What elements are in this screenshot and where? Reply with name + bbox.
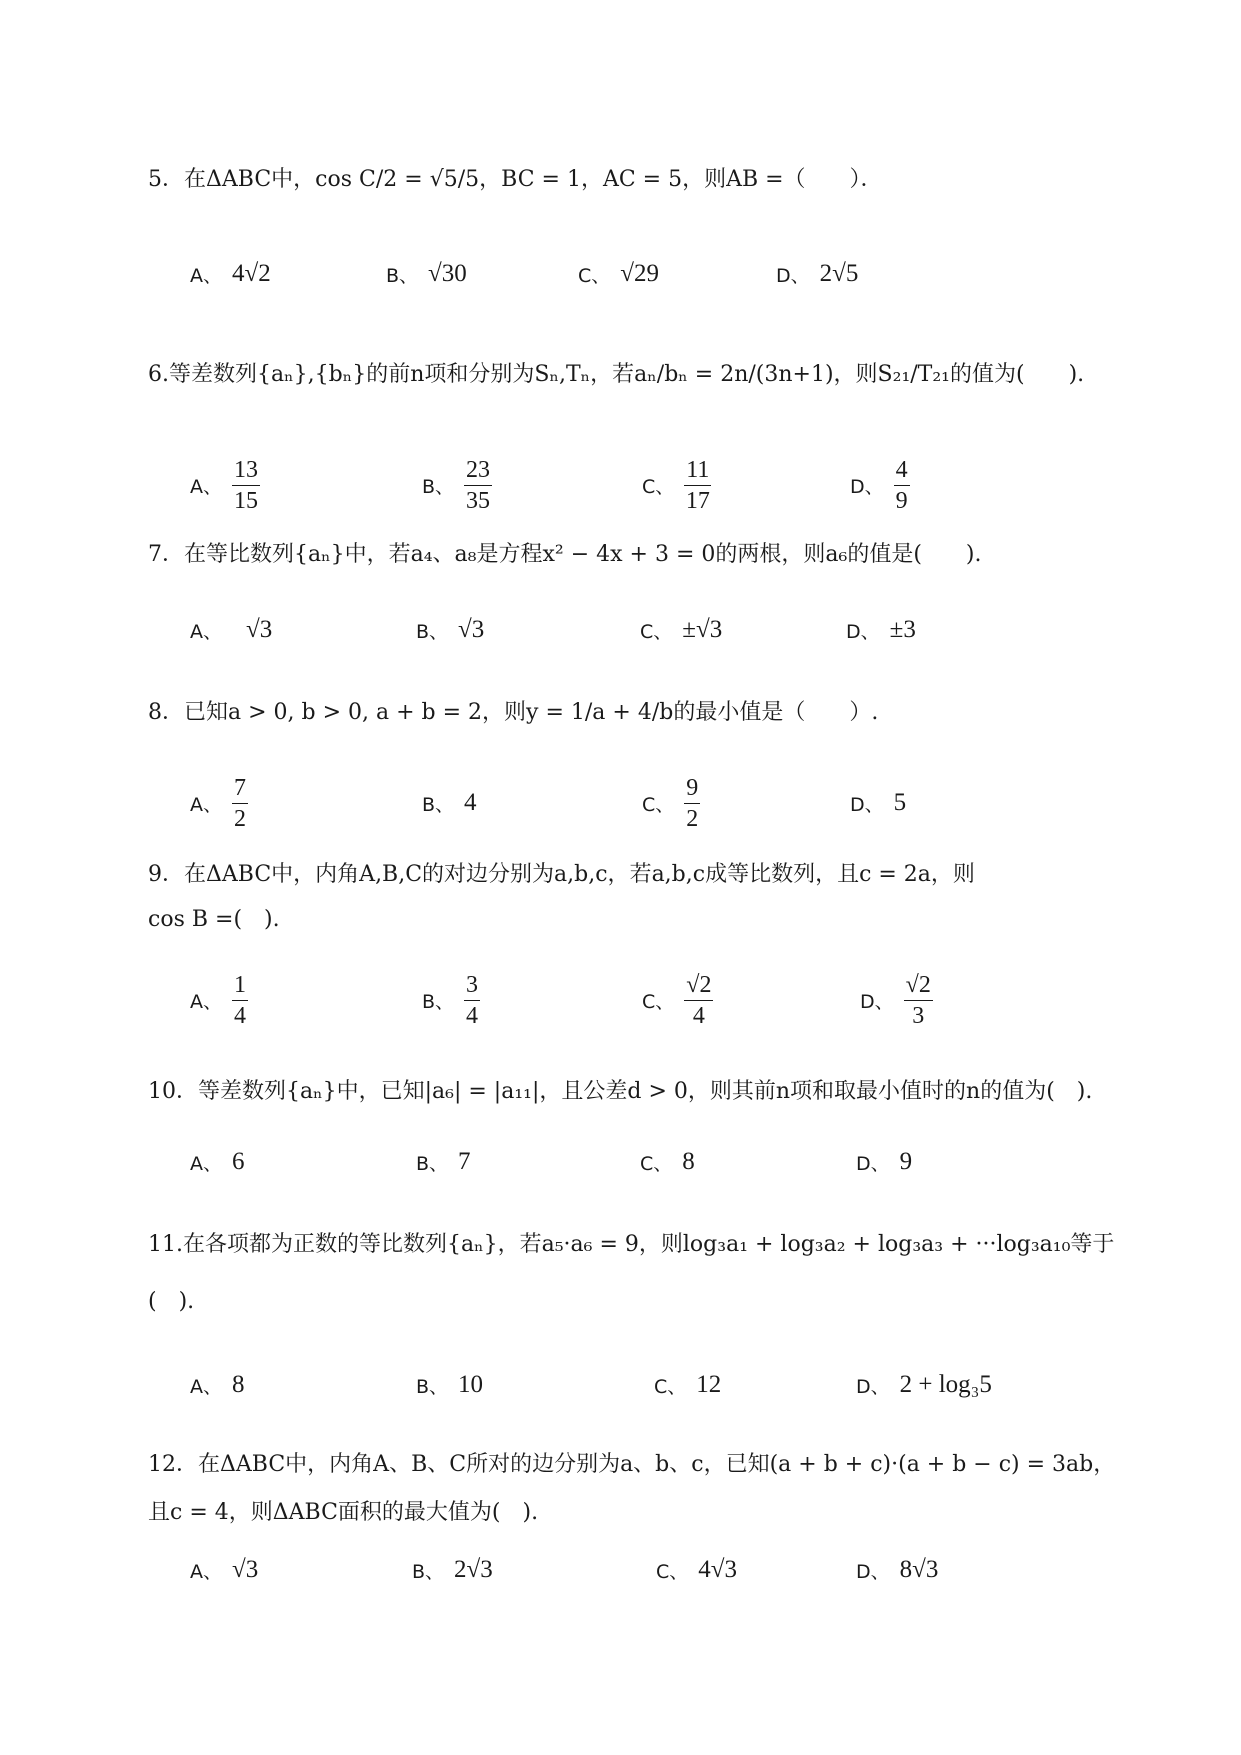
option-7-b[interactable]: B、 √3 bbox=[416, 616, 485, 643]
option-8-d[interactable]: D、 5 bbox=[850, 789, 907, 816]
question-12-options bbox=[190, 1540, 1181, 1600]
question-12-text: 12．在ΔABC中，内角A、B、C所对的边分别为a、b、c，已知(a + b + c)·(a + b − c) = 3ab， bbox=[148, 1452, 1116, 1477]
option-7-c[interactable]: C、 ±√3 bbox=[640, 616, 723, 643]
option-6-d[interactable]: D、 $\frac{4}{9}$ bbox=[850, 456, 908, 514]
question-12-stem bbox=[148, 1445, 1181, 1485]
fraction: $\frac{11}{17}$ bbox=[685, 456, 710, 514]
option-12-a[interactable]: A、 √3 bbox=[190, 1556, 259, 1583]
fraction: $\frac{4}{9}$ bbox=[895, 456, 908, 514]
option-11-b[interactable]: B、 10 bbox=[416, 1371, 484, 1398]
question-8-options bbox=[190, 768, 1181, 838]
question-8-stem bbox=[148, 688, 1181, 738]
fraction: $\frac{7}{2}$ bbox=[234, 774, 246, 832]
fraction: $\frac{3}{4}$ bbox=[466, 971, 479, 1029]
option-8-c[interactable]: C、 $\frac{9}{2}$ bbox=[642, 774, 699, 832]
question-6-options bbox=[190, 450, 1181, 520]
question-9-stem-cont bbox=[148, 900, 1181, 940]
question-7-text: 7．在等比数列{aₙ}中，若a₄、a₈是方程x² − 4x + 3 = 0的两根，则a₆的值是( ). bbox=[148, 542, 982, 567]
fraction: $\frac{13}{15}$ bbox=[234, 456, 258, 514]
option-12-d[interactable]: D、 8√3 bbox=[856, 1556, 939, 1583]
option-6-c[interactable]: C、 $\frac{11}{17}$ bbox=[642, 456, 710, 514]
question-10-text: 10．等差数列{aₙ}中，已知|a₆| = |a₁₁|，且公差d > 0，则其前n项和取最小值时的n的值为( ). bbox=[148, 1079, 1093, 1104]
question-12-text-cont: 且c = 4，则ΔABC面积的最大值为( ). bbox=[148, 1500, 539, 1525]
option-6-b[interactable]: B、 $\frac{23}{35}$ bbox=[422, 456, 491, 514]
question-11-stem-cont bbox=[148, 1282, 1181, 1322]
question-12-stem-cont bbox=[148, 1493, 1181, 1533]
question-11-text: 11.在各项都为正数的等比数列{aₙ}，若a₅·a₆ = 9，则log₃a₁ + log₃a₂ + log₃a₃ + ···log₃a₁₀等于 bbox=[148, 1232, 1115, 1257]
question-9-text: 9．在ΔABC中，内角A,B,C的对边分别为a,b,c，若a,b,c成等比数列，且c = 2a，则 bbox=[148, 862, 975, 887]
question-5-stem bbox=[148, 150, 1181, 210]
question-9-stem bbox=[148, 855, 1181, 895]
question-8-text: 8．已知a > 0, b > 0, a + b = 2，则y = 1/a + 4/b的最小值是（ ）. bbox=[148, 700, 879, 725]
question-9-options bbox=[190, 965, 1181, 1035]
option-6-a[interactable]: A、 $\frac{13}{15}$ bbox=[190, 456, 258, 514]
option-9-c[interactable]: C、 $\frac{√2}{4}$ bbox=[642, 971, 712, 1029]
option-7-d[interactable]: D、 ±3 bbox=[846, 616, 916, 643]
fraction: $\frac{√2}{4}$ bbox=[686, 971, 712, 1029]
question-11-stem bbox=[148, 1225, 1181, 1265]
question-6-stem bbox=[148, 345, 1181, 405]
fraction: $\frac{9}{2}$ bbox=[686, 774, 699, 832]
option-7-a[interactable]: A、 √3 bbox=[190, 616, 273, 643]
question-9-text-cont: cos B =( ). bbox=[148, 907, 280, 932]
option-11-c[interactable]: C、 12 bbox=[654, 1371, 722, 1398]
option-8-a[interactable]: A、 $\frac{7}{2}$ bbox=[190, 774, 246, 832]
option-10-c[interactable]: C、 8 bbox=[640, 1148, 695, 1175]
fraction: $\frac{1}{4}$ bbox=[234, 971, 246, 1029]
fraction: $\frac{23}{35}$ bbox=[466, 456, 491, 514]
option-11-d[interactable]: D、 2 + log₃5 bbox=[856, 1371, 992, 1398]
question-6-text: 6.等差数列{aₙ},{bₙ}的前n项和分别为Sₙ,Tₙ，若aₙ/bₙ = 2n/(3n+1)，则S₂₁/T₂₁的值为( ). bbox=[148, 362, 1085, 387]
option-8-b[interactable]: B、 4 bbox=[422, 789, 477, 816]
option-10-d[interactable]: D、 9 bbox=[856, 1148, 913, 1175]
option-11-a[interactable]: A、 8 bbox=[190, 1371, 245, 1398]
option-9-a[interactable]: A、 $\frac{1}{4}$ bbox=[190, 971, 246, 1029]
option-12-c[interactable]: C、 4√3 bbox=[656, 1556, 738, 1583]
option-5-d[interactable]: D、 2√5 bbox=[776, 260, 859, 287]
option-5-b[interactable]: B、 √30 bbox=[386, 260, 467, 287]
fraction: $\frac{√2}{3}$ bbox=[905, 971, 931, 1029]
option-9-d[interactable]: D、 $\frac{√2}{3}$ bbox=[860, 971, 931, 1029]
question-7-stem bbox=[148, 535, 1181, 575]
question-10-stem bbox=[148, 1072, 1181, 1112]
question-11-text-cont: ( ). bbox=[148, 1289, 195, 1314]
option-5-c[interactable]: C、 √29 bbox=[578, 260, 660, 287]
option-12-b[interactable]: B、 2√3 bbox=[412, 1556, 493, 1583]
question-5-options bbox=[190, 244, 1181, 304]
question-11-options bbox=[190, 1355, 1181, 1415]
question-10-options bbox=[190, 1132, 1181, 1192]
question-5-text: 5．在ΔABC中，cos C/2 = √5/5，BC = 1，AC = 5，则AB =（ ）． bbox=[148, 167, 883, 192]
option-10-b[interactable]: B、 7 bbox=[416, 1148, 471, 1175]
option-5-a[interactable]: A、 4√2 bbox=[190, 260, 271, 287]
option-9-b[interactable]: B、 $\frac{3}{4}$ bbox=[422, 971, 479, 1029]
option-10-a[interactable]: A、 6 bbox=[190, 1148, 245, 1175]
question-7-options bbox=[190, 600, 1181, 660]
